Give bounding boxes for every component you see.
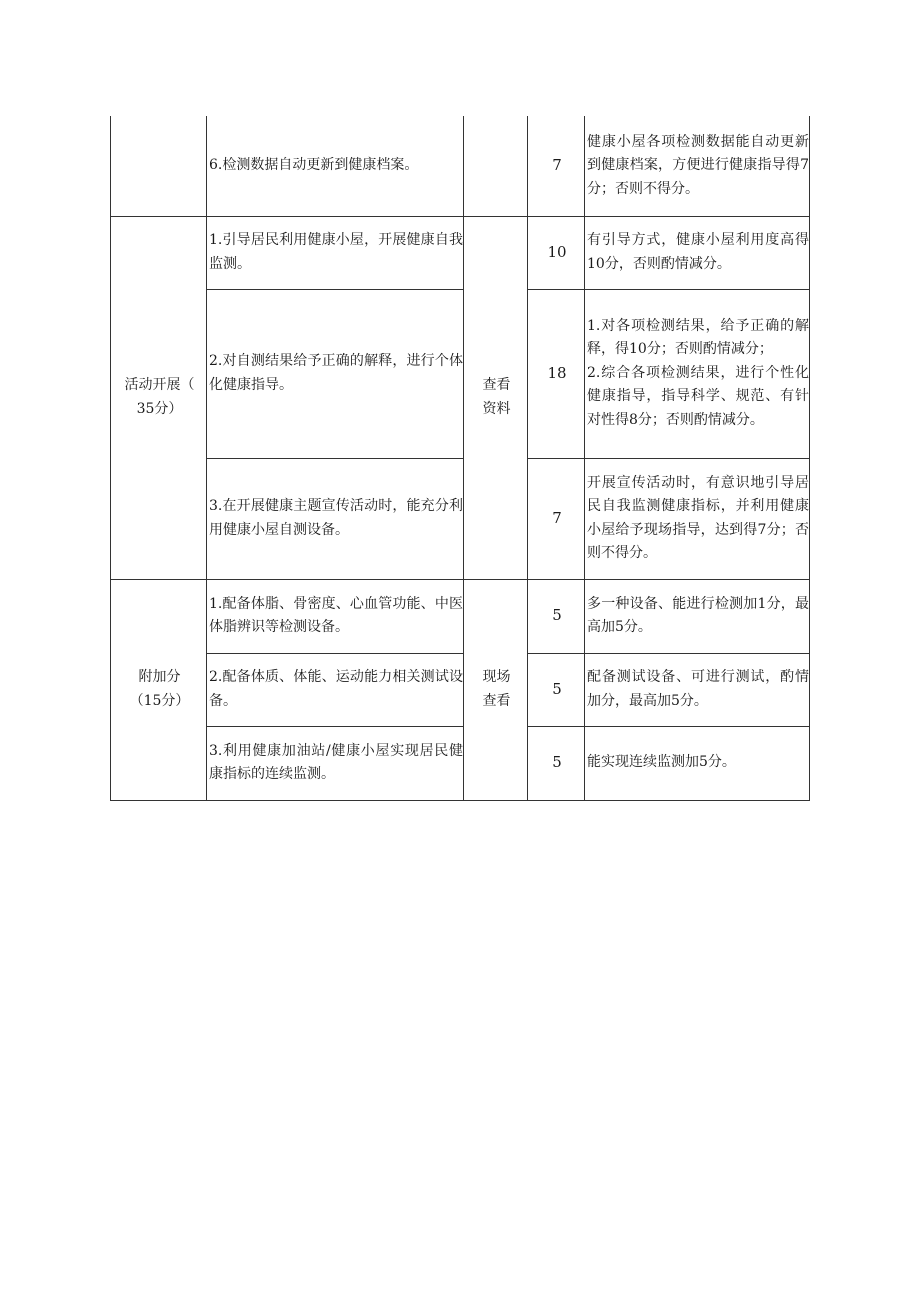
item-cell: 2.配备体质、体能、运动能力相关测试设备。 <box>207 653 464 726</box>
table-row <box>111 653 810 726</box>
item-cell: 1.配备体脂、骨密度、心血管功能、中医体脂辨识等检测设备。 <box>207 579 464 653</box>
table-row <box>111 458 810 579</box>
category-cell <box>111 116 207 216</box>
criteria-cell: 开展宣传活动时，有意识地引导居民自我监测健康指标，并利用健康小屋给予现场指导，达到得7分；否则不得分。 <box>585 458 810 579</box>
method-cell: 现场 查看 <box>464 579 528 800</box>
criteria-cell <box>585 289 810 458</box>
table-row <box>111 289 810 458</box>
method-cell: 查看 资料 <box>464 216 528 579</box>
table-row <box>111 116 810 216</box>
score-cell: 18 <box>528 289 585 458</box>
category-cell: 活动开展（ 35分） <box>111 216 207 579</box>
criteria-cell: 健康小屋各项检测数据能自动更新到健康档案，方便进行健康指导得7分；否则不得分。 <box>585 116 810 216</box>
score-cell: 5 <box>528 653 585 726</box>
method-cell <box>464 116 528 216</box>
item-cell: 3.在开展健康主题宣传活动时，能充分利用健康小屋自测设备。 <box>207 458 464 579</box>
item-cell: 3.利用健康加油站/健康小屋实现居民健康指标的连续监测。 <box>207 726 464 800</box>
score-cell: 5 <box>528 726 585 800</box>
criteria-cell: 有引导方式，健康小屋利用度高得10分，否则酌情减分。 <box>585 216 810 289</box>
item-cell: 6.检测数据自动更新到健康档案。 <box>207 116 464 216</box>
table-row <box>111 579 810 653</box>
score-cell: 10 <box>528 216 585 289</box>
category-cell: 附加分 （15分） <box>111 579 207 800</box>
score-cell: 5 <box>528 579 585 653</box>
table-row <box>111 726 810 800</box>
item-cell: 2.对自测结果给予正确的解释，进行个体化健康指导。 <box>207 289 464 458</box>
criteria-line: 1.对各项检测结果，给予正确的解释，得10分；否则酌情减分； <box>587 317 809 358</box>
criteria-cell: 配备测试设备、可进行测试，酌情加分，最高加5分。 <box>585 653 810 726</box>
criteria-cell: 能实现连续监测加5分。 <box>585 726 810 800</box>
item-cell: 1.引导居民利用健康小屋，开展健康自我监测。 <box>207 216 464 289</box>
score-cell: 7 <box>528 116 585 216</box>
criteria-line: 2.综合各项检测结果，进行个性化健康指导，指导科学、规范、有针对性得8分；否则酌情减分。 <box>587 364 809 428</box>
criteria-cell: 多一种设备、能进行检测加1分，最高加5分。 <box>585 579 810 653</box>
scoring-table <box>110 116 810 801</box>
score-cell: 7 <box>528 458 585 579</box>
table-row <box>111 216 810 289</box>
